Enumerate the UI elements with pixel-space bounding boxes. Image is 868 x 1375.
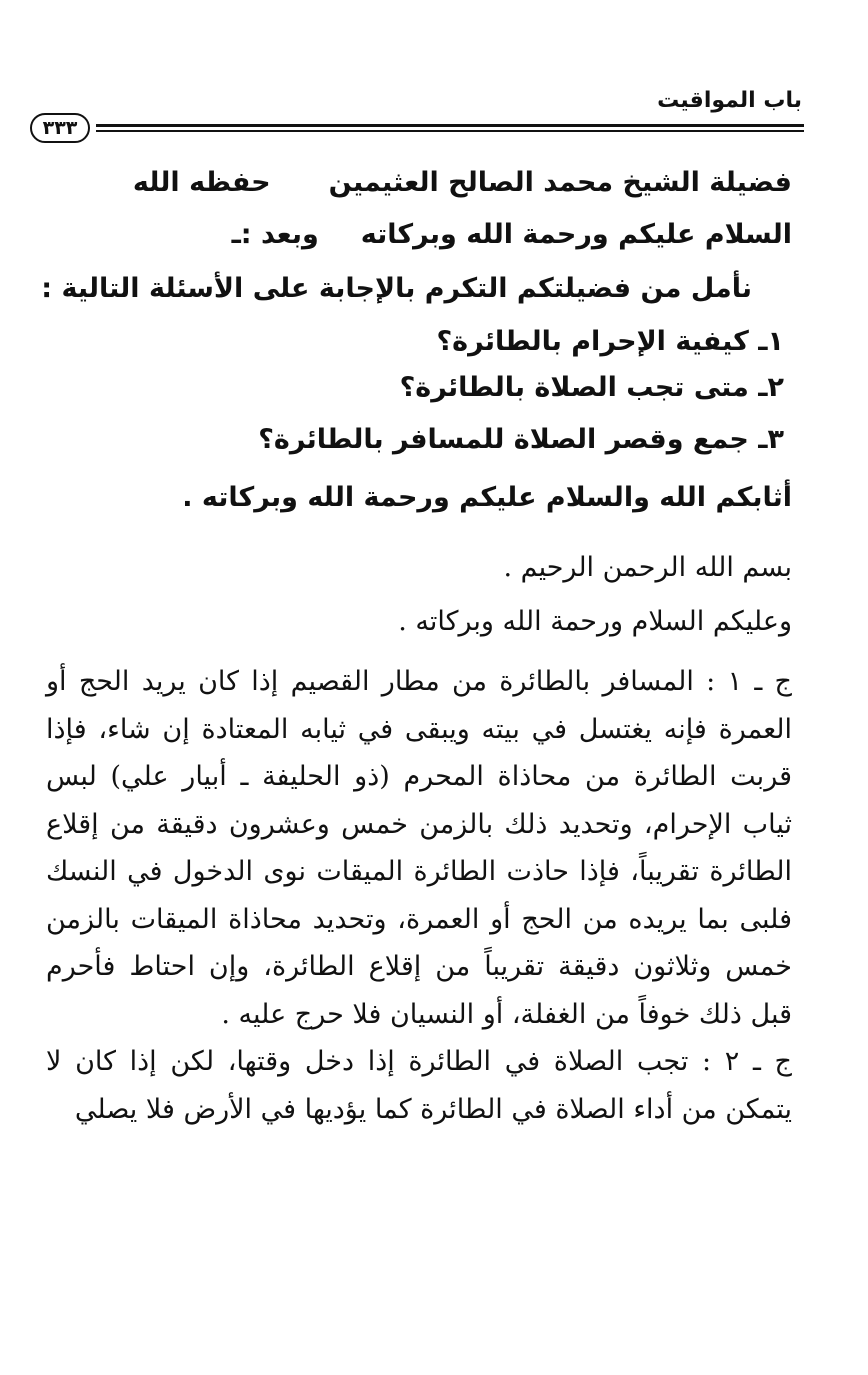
addressee-line [133, 161, 792, 205]
addressee: فضيلة الشيخ محمد الصالح العثيمين [328, 167, 792, 198]
answer-paragraph-1: ج ـ ١ : المسافر بالطائرة من مطار القصيم إذا كان يريد الحج أو العمرة فإنه يغتسل في بيته ويبقى في ثيابه المعتادة إن شاء، فإذا قربت الطائرة من محاذاة المحرم (ذو الحليفة ـ أبيار علي) لبس ثياب الإحرام، وتحديد ذلك بالزمن خمس وعشرون دقيقة من إقلاع الطائرة تقريباً، فإذا حاذت الطائرة الميقات نوى الدخول في النسك فلبى بما يريده من الحج أو العمرة، وتحديد محاذاة الميقات بالزمن خمس وثلاثون دقيقة تقريباً من إقلاع الطائرة، وإن احتاط فأحرم قبل ذلك خوفاً من الغفلة، أو النسيان فلا حرج عليه . [46, 666, 792, 1030]
greeting: السلام عليكم ورحمة الله وبركاته [360, 219, 792, 250]
question-closing: أثابكم الله والسلام عليكم ورحمة الله وبركاته . [182, 482, 792, 513]
question-item-3: ٣ـ جمع وقصر الصلاة للمسافر بالطائرة؟ [258, 424, 784, 455]
answer-paragraphs [46, 658, 792, 1133]
addressee-blessing: حفظه الله [132, 167, 271, 198]
basmala: بسم الله الرحمن الرحيم . [503, 552, 792, 583]
page-number: ٣٣٣ [30, 113, 90, 143]
greeting-line [232, 213, 792, 257]
question-item-1: ١ـ كيفية الإحرام بالطائرة؟ [436, 326, 784, 357]
question-intro: نأمل من فضيلتكم التكرم بالإجابة على الأسئلة التالية : [41, 273, 752, 304]
answer-paragraph-2: ج ـ ٢ : تجب الصلاة في الطائرة إذا دخل وقتها، لكن إذا كان لا يتمكن من أداء الصلاة في الطائرة كما يؤديها في الأرض فلا يصلي [46, 1046, 792, 1125]
question-item-2: ٢ـ متى تجب الصلاة بالطائرة؟ [399, 372, 784, 403]
chapter-title: باب المواقيت [657, 88, 802, 113]
header-rule-thick [96, 124, 804, 127]
header-rule-thin [96, 130, 804, 132]
reply-greeting: وعليكم السلام ورحمة الله وبركاته . [398, 606, 792, 637]
greeting-after: وبعد :ـ [231, 219, 319, 250]
